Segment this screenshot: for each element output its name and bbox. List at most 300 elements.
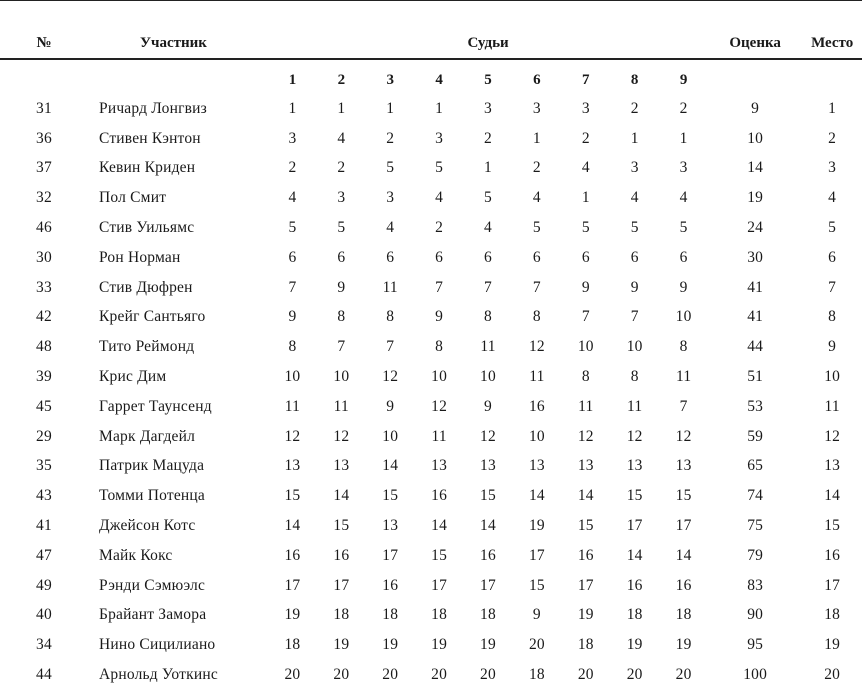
judge-score: 5 (679, 219, 688, 237)
judge-score: 19 (528, 517, 545, 535)
judge-score: 1 (337, 99, 346, 117)
total-score: 24 (747, 219, 764, 237)
judge-score: 4 (484, 219, 492, 237)
participant-number: 45 (36, 397, 52, 415)
judge-score: 14 (284, 517, 301, 535)
judge-score: 3 (581, 99, 590, 117)
judge-number-header: 3 (386, 71, 394, 88)
judge-score: 17 (626, 517, 643, 535)
judge-score: 3 (288, 129, 297, 147)
participant-name: Нино Сицилиано (99, 636, 216, 654)
judge-score: 10 (382, 427, 399, 445)
judge-score: 18 (480, 606, 496, 624)
judge-score: 15 (480, 487, 496, 505)
total-score: 19 (747, 189, 764, 207)
judge-score: 10 (480, 368, 496, 386)
participant-name: Крис Дим (99, 368, 167, 386)
participant-name: Брайант Замора (99, 606, 207, 624)
judge-score: 10 (577, 338, 594, 356)
total-score: 100 (743, 666, 768, 684)
participant-number: 40 (36, 606, 52, 624)
judge-score: 5 (581, 219, 590, 237)
judge-score: 1 (581, 189, 590, 207)
judge-row-spacer (0, 59, 88, 94)
judge-score: 3 (484, 99, 492, 117)
judge-score: 6 (679, 248, 688, 266)
place: 8 (828, 308, 837, 326)
judge-score: 4 (630, 189, 639, 207)
judge-score: 16 (382, 576, 399, 594)
judge-score: 1 (386, 99, 395, 117)
participant-name: Стив Уильямс (99, 219, 195, 237)
table-row (0, 273, 862, 303)
judge-score: 19 (382, 636, 399, 654)
total-score: 10 (747, 129, 764, 147)
place: 20 (824, 666, 841, 684)
participant-number: 31 (36, 99, 52, 117)
judge-score: 12 (480, 427, 496, 445)
judge-score: 1 (288, 99, 297, 117)
table-row (0, 422, 862, 452)
judge-score: 6 (484, 248, 492, 266)
judge-score: 10 (626, 338, 643, 356)
judge-score: 13 (382, 517, 399, 535)
judge-score: 17 (675, 517, 692, 535)
judge-score: 2 (288, 159, 297, 177)
judge-score: 13 (626, 457, 643, 475)
judge-score: 3 (337, 189, 346, 207)
table-row (0, 183, 862, 213)
participant-name: Джейсон Котс (99, 517, 196, 535)
participant-number: 48 (36, 338, 52, 356)
judge-score: 18 (577, 636, 594, 654)
participant-number: 36 (36, 129, 52, 147)
judge-score: 16 (431, 487, 448, 505)
header-row (0, 30, 862, 59)
judge-score: 17 (382, 546, 399, 564)
judge-score: 13 (675, 457, 692, 475)
judge-number-row (0, 59, 862, 94)
judge-score: 5 (337, 219, 346, 237)
judge-score: 3 (435, 129, 444, 147)
participant-name: Ричард Лонгвиз (99, 99, 207, 117)
participant-name: Пол Смит (99, 189, 167, 207)
judge-score: 13 (333, 457, 350, 475)
place: 4 (828, 189, 837, 207)
judge-score: 2 (630, 99, 639, 117)
judge-score: 13 (480, 457, 496, 475)
header-place: Место (802, 30, 862, 59)
judge-score: 10 (528, 427, 545, 445)
place: 5 (828, 219, 837, 237)
judge-score: 17 (284, 576, 301, 594)
place: 2 (828, 129, 837, 147)
participant-name: Рон Норман (99, 248, 181, 266)
total-score: 14 (747, 159, 764, 177)
table-row (0, 154, 862, 184)
participant-number: 44 (36, 666, 52, 684)
total-score: 83 (747, 576, 764, 594)
judge-score: 3 (532, 99, 541, 117)
place: 1 (828, 99, 837, 117)
header-participant: Участник (88, 30, 268, 59)
judge-score: 2 (484, 129, 492, 147)
judge-score: 9 (288, 308, 297, 326)
table-header (0, 30, 862, 94)
judge-score: 5 (484, 189, 492, 207)
judge-score: 6 (532, 248, 541, 266)
judge-score: 7 (581, 308, 590, 326)
participant-number: 33 (36, 278, 52, 296)
participant-number: 43 (36, 487, 52, 505)
judge-score: 3 (679, 159, 688, 177)
judge-score: 8 (386, 308, 395, 326)
total-score: 75 (747, 517, 764, 535)
judge-score: 2 (532, 159, 541, 177)
participant-number: 46 (36, 219, 52, 237)
judge-score: 1 (484, 159, 492, 177)
judge-score: 19 (626, 636, 643, 654)
judge-score: 13 (577, 457, 594, 475)
judge-score: 4 (435, 189, 444, 207)
participant-name: Арнольд Уоткинс (99, 666, 218, 684)
judge-score: 2 (581, 129, 590, 147)
place: 10 (824, 368, 841, 386)
judge-score: 14 (333, 487, 350, 505)
place: 12 (824, 427, 841, 445)
judge-score: 17 (431, 576, 448, 594)
place: 13 (824, 457, 841, 475)
judge-score: 11 (333, 397, 349, 415)
judge-score: 10 (675, 308, 692, 326)
total-score: 41 (747, 308, 764, 326)
judge-score: 11 (578, 397, 594, 415)
participant-number: 47 (36, 546, 52, 564)
table-row (0, 362, 862, 392)
judge-score: 1 (630, 129, 639, 147)
judge-number-header: 2 (337, 71, 346, 88)
judge-score: 12 (333, 427, 350, 445)
place: 3 (828, 159, 837, 177)
judge-score: 7 (435, 278, 444, 296)
judge-score: 9 (679, 278, 688, 296)
participant-number: 29 (36, 427, 52, 445)
judge-score: 18 (528, 666, 545, 684)
judge-score: 12 (284, 427, 301, 445)
table-row (0, 124, 862, 154)
judge-score: 9 (532, 606, 541, 624)
table-row (0, 630, 862, 660)
judge-score: 12 (626, 427, 643, 445)
judge-score: 6 (288, 248, 297, 266)
judge-score: 12 (431, 397, 448, 415)
judge-score: 4 (532, 189, 541, 207)
judge-score: 2 (435, 219, 444, 237)
judge-score: 15 (284, 487, 301, 505)
participant-number: 42 (36, 308, 52, 326)
total-score: 59 (747, 427, 764, 445)
judge-score: 11 (480, 338, 496, 356)
judge-score: 15 (675, 487, 692, 505)
table-row (0, 452, 862, 482)
participant-name: Томми Потенца (99, 487, 206, 505)
judge-score: 20 (480, 666, 496, 684)
total-score: 90 (747, 606, 764, 624)
judge-score: 17 (480, 576, 496, 594)
place: 18 (824, 606, 841, 624)
judge-score: 4 (679, 189, 688, 207)
judge-row-spacer (708, 59, 802, 94)
judge-score: 9 (386, 397, 395, 415)
header-judges: Судьи (268, 30, 708, 59)
participant-name: Тито Реймонд (99, 338, 195, 356)
judge-score: 18 (431, 606, 448, 624)
judge-score: 16 (577, 546, 594, 564)
judge-score: 15 (333, 517, 350, 535)
place: 16 (824, 546, 841, 564)
judge-score: 19 (284, 606, 301, 624)
table-row (0, 601, 862, 631)
judge-score: 8 (484, 308, 492, 326)
judge-score: 4 (386, 219, 395, 237)
judge-score: 6 (630, 248, 639, 266)
judge-score: 9 (630, 278, 639, 296)
judge-score: 8 (288, 338, 297, 356)
total-score: 95 (747, 636, 764, 654)
judge-score: 9 (581, 278, 590, 296)
judge-score: 18 (675, 606, 692, 624)
judge-score: 16 (284, 546, 301, 564)
judge-score: 6 (581, 248, 590, 266)
judge-score: 20 (382, 666, 399, 684)
judge-score: 17 (577, 576, 594, 594)
judge-score: 18 (382, 606, 399, 624)
judge-score: 8 (581, 368, 590, 386)
judge-score: 16 (675, 576, 692, 594)
judge-score: 11 (529, 368, 545, 386)
total-score: 53 (747, 397, 764, 415)
judge-score: 6 (386, 248, 395, 266)
judge-number-header: 4 (435, 71, 443, 88)
place: 14 (824, 487, 841, 505)
judge-score: 5 (630, 219, 639, 237)
judge-score: 2 (386, 129, 395, 147)
header-score: Оценка (708, 30, 802, 59)
judge-score: 8 (337, 308, 346, 326)
judge-score: 20 (675, 666, 692, 684)
judge-score: 14 (577, 487, 594, 505)
judge-score: 10 (431, 368, 448, 386)
judge-score: 16 (333, 546, 350, 564)
judge-score: 19 (675, 636, 692, 654)
participant-number: 34 (36, 636, 52, 654)
judge-score: 18 (284, 636, 301, 654)
judge-score: 7 (337, 338, 346, 356)
participant-name: Стивен Кэнтон (99, 129, 201, 147)
table-row (0, 303, 862, 333)
total-score: 41 (747, 278, 764, 296)
participant-name: Гаррет Таунсенд (99, 397, 212, 415)
table-row (0, 243, 862, 273)
judge-score: 16 (480, 546, 496, 564)
judge-score: 9 (484, 397, 492, 415)
place: 9 (828, 338, 837, 356)
judge-score: 14 (626, 546, 643, 564)
judge-score: 19 (431, 636, 448, 654)
judge-score: 4 (581, 159, 590, 177)
total-score: 79 (747, 546, 764, 564)
judge-score: 8 (679, 338, 688, 356)
judge-score: 15 (382, 487, 399, 505)
judge-score: 1 (679, 129, 688, 147)
judge-row-spacer (88, 59, 268, 94)
judge-score: 8 (630, 368, 639, 386)
judge-score: 4 (337, 129, 346, 147)
judge-score: 12 (528, 338, 545, 356)
judge-number-header: 9 (679, 71, 688, 88)
judge-number-header: 6 (533, 71, 541, 88)
table-body (0, 94, 862, 690)
total-score: 30 (747, 248, 764, 266)
judge-score: 1 (532, 129, 541, 147)
participant-number: 37 (36, 159, 52, 177)
judge-score: 5 (386, 159, 395, 177)
total-score: 51 (747, 368, 764, 386)
judge-score: 7 (386, 338, 395, 356)
table-row (0, 392, 862, 422)
judge-score: 1 (435, 99, 444, 117)
judge-score: 9 (337, 278, 346, 296)
judge-score: 17 (333, 576, 350, 594)
judge-score: 20 (577, 666, 594, 684)
judge-score: 14 (528, 487, 545, 505)
judge-score: 12 (577, 427, 594, 445)
judge-score: 13 (528, 457, 545, 475)
judge-score: 7 (484, 278, 492, 296)
judge-score: 11 (675, 368, 692, 386)
judge-score: 16 (528, 397, 545, 415)
table-row (0, 541, 862, 571)
judge-score: 13 (431, 457, 448, 475)
judge-score: 19 (333, 636, 350, 654)
participant-number: 39 (36, 368, 52, 386)
judge-score: 17 (528, 546, 545, 564)
place: 7 (828, 278, 837, 296)
participant-number: 30 (36, 248, 52, 266)
place: 15 (824, 517, 841, 535)
results-table (0, 30, 862, 690)
judge-score: 15 (528, 576, 545, 594)
judge-score: 6 (435, 248, 444, 266)
place: 11 (824, 397, 840, 415)
participant-name: Кевин Криден (99, 159, 196, 177)
table-row (0, 660, 862, 690)
judge-score: 14 (480, 517, 496, 535)
judge-score: 2 (337, 159, 346, 177)
judge-score: 15 (431, 546, 448, 564)
judge-score: 5 (288, 219, 297, 237)
header-number: № (0, 30, 88, 59)
judge-score: 4 (288, 189, 297, 207)
participant-number: 41 (36, 517, 52, 535)
judge-score: 20 (284, 666, 301, 684)
judge-score: 3 (386, 189, 395, 207)
judge-score: 14 (431, 517, 448, 535)
judge-score: 7 (532, 278, 541, 296)
judge-number-header: 7 (582, 71, 590, 88)
judge-number-header: 5 (484, 71, 492, 88)
judge-score: 10 (333, 368, 350, 386)
participant-name: Марк Дагдейл (99, 427, 196, 445)
judge-score: 7 (288, 278, 297, 296)
judge-score: 3 (630, 159, 639, 177)
judge-number-header: 8 (630, 71, 639, 88)
judge-score: 5 (435, 159, 444, 177)
judge-score: 15 (626, 487, 643, 505)
judge-score: 18 (626, 606, 643, 624)
judge-score: 13 (284, 457, 301, 475)
judge-score: 12 (382, 368, 399, 386)
total-score: 74 (747, 487, 764, 505)
judge-score: 20 (431, 666, 448, 684)
judge-score: 11 (431, 427, 447, 445)
judge-score: 14 (382, 457, 399, 475)
participant-name: Патрик Мацуда (99, 457, 205, 475)
participant-name: Стив Дюфрен (99, 278, 193, 296)
table-row (0, 571, 862, 601)
judge-number-header: 1 (288, 71, 297, 88)
participant-number: 35 (36, 457, 52, 475)
judge-row-spacer (802, 59, 862, 94)
judge-score: 20 (626, 666, 643, 684)
judge-score: 8 (435, 338, 444, 356)
participant-name: Майк Кокс (99, 546, 173, 564)
participant-name: Крейг Сантьяго (99, 308, 206, 326)
judge-score: 20 (528, 636, 545, 654)
total-score: 65 (747, 457, 764, 475)
judge-score: 11 (382, 278, 398, 296)
judge-score: 19 (480, 636, 496, 654)
judge-score: 5 (532, 219, 541, 237)
participant-number: 49 (36, 576, 52, 594)
judge-score: 16 (626, 576, 643, 594)
place: 19 (824, 636, 841, 654)
place: 6 (828, 248, 837, 266)
judge-score: 7 (679, 397, 688, 415)
total-score: 9 (751, 99, 760, 117)
judge-score: 18 (333, 606, 350, 624)
judge-score: 10 (284, 368, 301, 386)
judge-score: 20 (333, 666, 350, 684)
total-score: 44 (747, 338, 764, 356)
table-row (0, 332, 862, 362)
top-rule (0, 0, 862, 1)
participant-number: 32 (36, 189, 52, 207)
judge-score: 7 (630, 308, 639, 326)
judge-score: 8 (532, 308, 541, 326)
judge-score: 9 (435, 308, 444, 326)
table-row (0, 511, 862, 541)
place: 17 (824, 576, 841, 594)
table-row (0, 481, 862, 511)
judge-score: 2 (679, 99, 688, 117)
judge-score: 14 (675, 546, 692, 564)
judge-score: 19 (577, 606, 594, 624)
judge-score: 11 (284, 397, 301, 415)
table-row (0, 94, 862, 124)
judge-score: 6 (337, 248, 346, 266)
judge-score: 15 (577, 517, 594, 535)
